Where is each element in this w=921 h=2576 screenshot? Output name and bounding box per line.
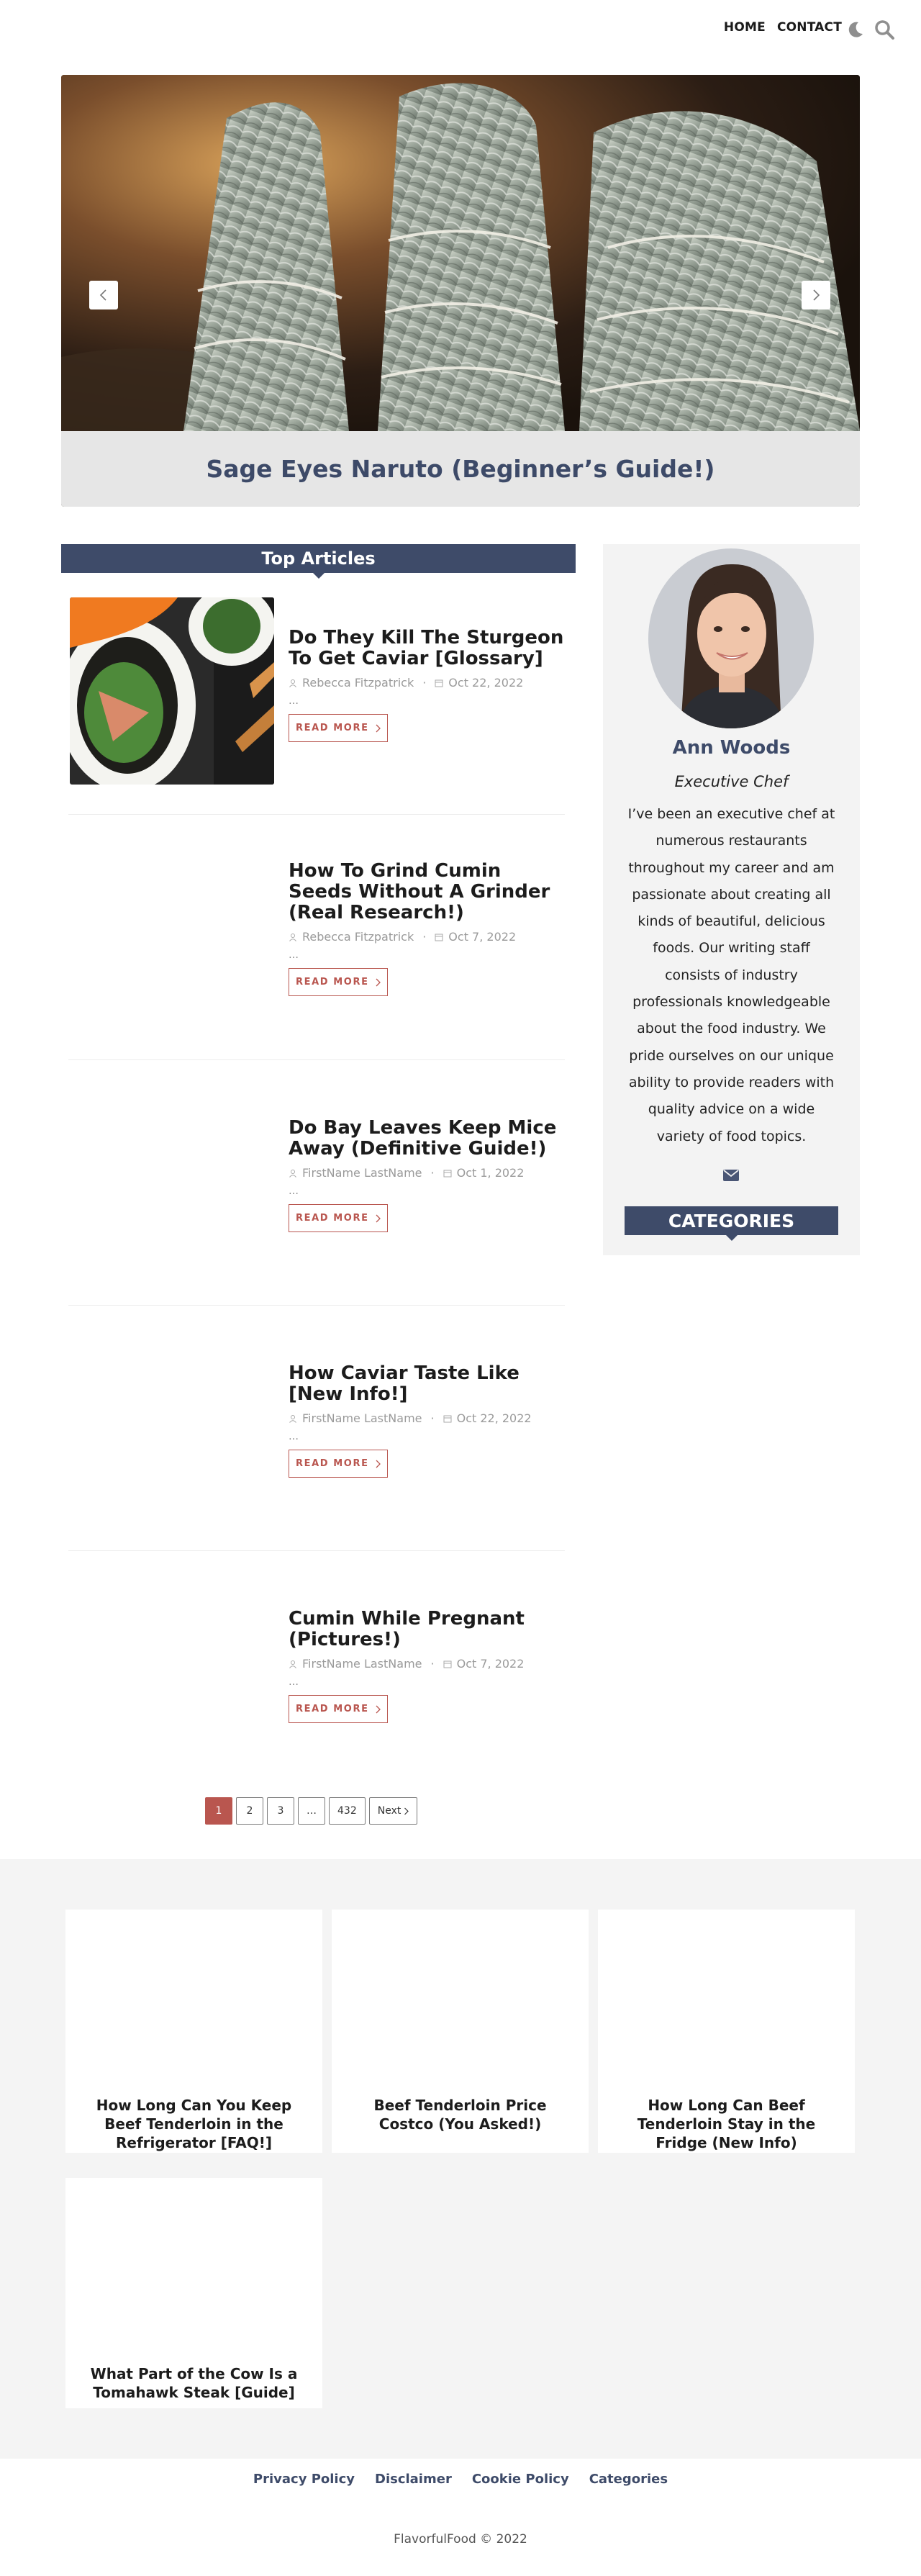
footer-disclaimer-link[interactable]: Disclaimer: [375, 2472, 452, 2487]
related-post-title[interactable]: Beef Tenderloin Price Costco (You Asked!): [373, 2097, 547, 2133]
heading-notch: [726, 1235, 738, 1241]
article-meta: [289, 1166, 565, 1180]
article-body: [289, 1363, 565, 1478]
article-date: Oct 22, 2022: [448, 676, 524, 690]
footer-categories-link[interactable]: Categories: [589, 2472, 668, 2487]
article-body: [289, 1118, 565, 1232]
calendar-icon: [435, 679, 443, 687]
meta-separator: ·: [430, 1657, 435, 1671]
user-icon: [289, 933, 297, 941]
meta-separator: ·: [430, 1411, 435, 1425]
author-role: Executive Chef: [674, 773, 789, 790]
article-date: Oct 22, 2022: [456, 1411, 532, 1425]
author-sidebar: [603, 544, 860, 1255]
nav-contact-link[interactable]: CONTACT: [776, 20, 842, 35]
author-name[interactable]: Ann Woods: [672, 737, 791, 759]
author-photo: [648, 548, 814, 728]
chevron-left-icon: [99, 289, 109, 302]
article-excerpt: …: [289, 1185, 299, 1197]
nav-home-link[interactable]: HOME: [723, 20, 766, 35]
chevron-right-icon: [811, 289, 821, 302]
slider-next-button[interactable]: [802, 281, 830, 309]
related-post-card[interactable]: [598, 1910, 855, 2153]
article-author[interactable]: Rebecca Fitzpatrick: [302, 676, 414, 690]
article-author[interactable]: FirstName LastName: [302, 1657, 422, 1671]
read-more-button[interactable]: [289, 968, 388, 996]
article-excerpt: …: [289, 1676, 299, 1688]
hero-caption[interactable]: [61, 431, 860, 507]
page-ellipsis: …: [298, 1797, 325, 1825]
article-card: [68, 1551, 565, 1796]
article-meta: [289, 1657, 565, 1671]
calendar-icon: [443, 1169, 452, 1178]
article-date: Oct 7, 2022: [456, 1657, 525, 1671]
search-icon[interactable]: [874, 19, 895, 40]
hero-image: [61, 75, 860, 431]
author-avatar: [648, 548, 814, 728]
calendar-icon: [435, 933, 443, 941]
chevron-right-icon: [375, 1214, 381, 1223]
top-articles-heading-bar: [61, 544, 576, 573]
calendar-icon: [443, 1414, 452, 1423]
read-more-label: READ MORE: [296, 977, 369, 988]
article-body: [289, 628, 565, 742]
article-meta: [289, 676, 565, 690]
article-author[interactable]: FirstName LastName: [302, 1411, 422, 1425]
read-more-label: READ MORE: [296, 1704, 369, 1714]
article-author[interactable]: Rebecca Fitzpatrick: [302, 930, 414, 944]
related-post-card[interactable]: [65, 2178, 322, 2408]
related-post-title[interactable]: How Long Can You Keep Beef Tenderloin in the Refrigerator [FAQ!]: [96, 2097, 292, 2151]
read-more-button[interactable]: [289, 1450, 388, 1478]
article-title[interactable]: How To Grind Cumin Seeds Without A Grinder (Real Research!): [289, 860, 550, 923]
article-excerpt: …: [289, 695, 299, 707]
page-2-button[interactable]: 2: [236, 1797, 263, 1825]
mail-icon[interactable]: [722, 1169, 740, 1182]
hero-title[interactable]: Sage Eyes Naruto (Beginner’s Guide!): [206, 455, 715, 483]
user-icon: [289, 679, 297, 687]
article-meta: [289, 930, 565, 944]
meta-separator: ·: [430, 1166, 435, 1180]
chevron-right-icon: [375, 1460, 381, 1468]
related-post-card[interactable]: [332, 1910, 589, 2153]
categories-heading: CATEGORIES: [668, 1210, 795, 1231]
chevron-right-icon: [375, 724, 381, 733]
main-nav: [712, 20, 842, 35]
next-page-button[interactable]: [369, 1797, 418, 1825]
meta-separator: ·: [422, 930, 427, 944]
related-post-card[interactable]: [65, 1910, 322, 2153]
slider-prev-button[interactable]: [89, 281, 118, 309]
page-3-button[interactable]: 3: [267, 1797, 294, 1825]
page-1-button[interactable]: 1: [205, 1797, 232, 1825]
page-last-button[interactable]: 432: [329, 1797, 366, 1825]
article-title[interactable]: How Caviar Taste Like [New Info!]: [289, 1362, 520, 1405]
read-more-button[interactable]: [289, 1204, 388, 1232]
article-body: [289, 861, 565, 996]
heading-notch: [313, 573, 325, 579]
article-card: [68, 597, 565, 842]
related-post-title[interactable]: What Part of the Cow Is a Tomahawk Steak [Guide]: [90, 2365, 298, 2401]
article-title[interactable]: Do Bay Leaves Keep Mice Away (Definitive Guide!): [289, 1117, 557, 1160]
next-page-label: Next: [377, 1805, 401, 1817]
related-post-image[interactable]: [65, 1910, 322, 2079]
copyright-text: FlavorfulFood © 2022: [394, 2532, 527, 2546]
categories-heading-bar: [625, 1206, 838, 1235]
related-post-image[interactable]: [332, 1910, 589, 2079]
read-more-label: READ MORE: [296, 1458, 369, 1469]
user-icon: [289, 1169, 297, 1178]
read-more-label: READ MORE: [296, 1213, 369, 1224]
article-title[interactable]: Cumin While Pregnant (Pictures!): [289, 1608, 525, 1650]
footer-nav: [0, 2472, 921, 2487]
footer-privacy-link[interactable]: Privacy Policy: [253, 2472, 355, 2487]
footer-cookie-link[interactable]: Cookie Policy: [471, 2472, 569, 2487]
meta-separator: ·: [422, 676, 427, 690]
article-card: [68, 815, 565, 1059]
read-more-button[interactable]: [289, 1695, 388, 1723]
article-card: [68, 1306, 565, 1550]
related-post-title[interactable]: How Long Can Beef Tenderloin Stay in the Fridge (New Info): [637, 2097, 816, 2151]
article-date: Oct 7, 2022: [448, 930, 517, 944]
article-excerpt: …: [289, 1431, 299, 1442]
sushi-image: [70, 597, 274, 785]
author-bio: I’ve been an executive chef at numerous restaurants throughout my career and am passionate about creating all kinds of beautiful, delicious foods. Our writing staff consists of industry professionals knowledgeable about the food industry. We pride ourselves on our unique ability to provide readers with quality advice on a wide variety of food topics.: [627, 806, 835, 1144]
user-icon: [289, 1414, 297, 1423]
calendar-icon: [443, 1660, 452, 1668]
article-card: [68, 1060, 565, 1305]
chevron-right-icon: [404, 1807, 409, 1815]
pagination: [205, 1797, 421, 1825]
article-body: [289, 1609, 565, 1723]
article-title[interactable]: Do They Kill The Sturgeon To Get Caviar [Glossary]: [289, 627, 564, 669]
user-icon: [289, 1660, 297, 1668]
related-posts-section: [0, 1859, 921, 2459]
chevron-right-icon: [375, 978, 381, 987]
related-post-image[interactable]: [598, 1910, 855, 2079]
article-meta: [289, 1411, 565, 1425]
related-post-image[interactable]: [65, 2178, 322, 2347]
hero-slider[interactable]: [61, 75, 860, 507]
article-excerpt: …: [289, 949, 299, 961]
chevron-right-icon: [375, 1705, 381, 1714]
site-header: [0, 0, 921, 60]
read-more-label: READ MORE: [296, 723, 369, 733]
article-author[interactable]: FirstName LastName: [302, 1166, 422, 1180]
article-date: Oct 1, 2022: [456, 1166, 525, 1180]
read-more-button[interactable]: [289, 714, 388, 742]
top-articles-heading: Top Articles: [261, 548, 376, 569]
article-thumbnail[interactable]: [70, 597, 274, 785]
moon-icon[interactable]: [846, 20, 865, 39]
